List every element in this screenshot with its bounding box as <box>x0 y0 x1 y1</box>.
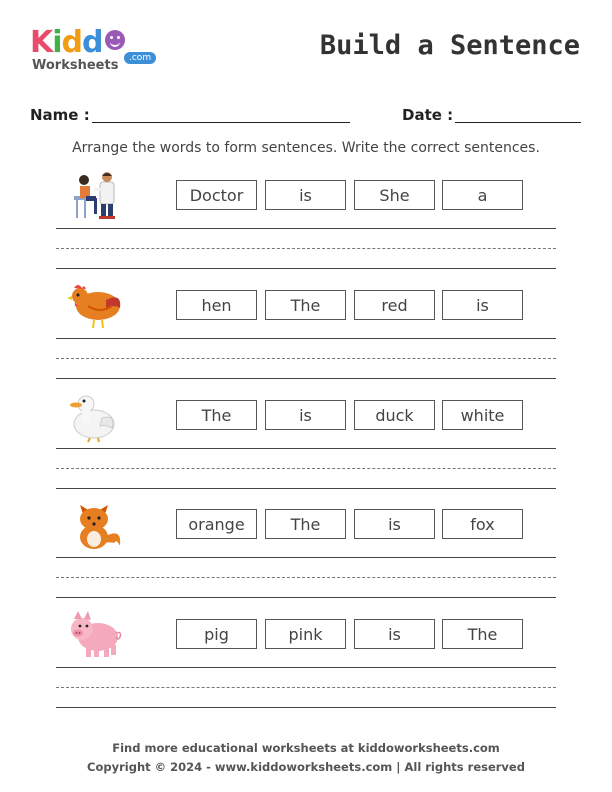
writing-line-middle <box>56 687 556 688</box>
word-tile[interactable]: The <box>265 509 346 539</box>
word-tile[interactable]: duck <box>354 400 435 430</box>
word-tile[interactable]: The <box>176 400 257 430</box>
fox-picture <box>66 497 126 553</box>
word-tile[interactable]: is <box>354 509 435 539</box>
writing-line-top[interactable] <box>56 228 556 229</box>
page-title: Build a Sentence <box>319 30 580 61</box>
word-tile[interactable]: white <box>442 400 523 430</box>
word-tile[interactable]: fox <box>442 509 523 539</box>
instructions-text: Arrange the words to form sentences. Write the correct sentences. <box>72 140 540 156</box>
writing-line-bottom <box>56 707 556 708</box>
writing-line-top[interactable] <box>56 667 556 668</box>
writing-line-top[interactable] <box>56 557 556 558</box>
word-tile[interactable]: hen <box>176 290 257 320</box>
sentence-row <box>56 607 556 717</box>
footer-copyright: Copyright © 2024 - www.kiddoworksheets.com | All rights reserved <box>87 760 525 774</box>
writing-line-top[interactable] <box>56 338 556 339</box>
word-tile[interactable]: red <box>354 290 435 320</box>
word-tile[interactable]: is <box>265 180 346 210</box>
writing-line-middle <box>56 468 556 469</box>
word-tile[interactable]: orange <box>176 509 257 539</box>
word-tile[interactable]: She <box>354 180 435 210</box>
word-tile[interactable]: is <box>354 619 435 649</box>
word-tile[interactable]: pink <box>265 619 346 649</box>
writing-line-bottom <box>56 597 556 598</box>
smiley-face-icon <box>105 30 125 50</box>
writing-line-bottom <box>56 488 556 489</box>
name-write-line[interactable] <box>92 122 350 123</box>
writing-line-bottom <box>56 378 556 379</box>
doctor-patient-picture <box>66 168 126 224</box>
name-label: Name : <box>30 106 90 124</box>
logo-wordmark: Kidd <box>30 28 125 58</box>
writing-line-middle <box>56 248 556 249</box>
logo-domain-badge: .com <box>124 52 156 64</box>
kiddo-logo <box>30 25 160 78</box>
word-tile[interactable]: is <box>265 400 346 430</box>
hen-picture <box>66 278 126 334</box>
date-label: Date : <box>402 106 454 124</box>
date-write-line[interactable] <box>455 122 581 123</box>
writing-line-bottom <box>56 268 556 269</box>
word-tile[interactable]: pig <box>176 619 257 649</box>
logo-subtitle: Worksheets <box>32 58 119 73</box>
word-tile[interactable]: is <box>442 290 523 320</box>
word-tile[interactable]: The <box>442 619 523 649</box>
footer-promo-text: Find more educational worksheets at kiddoworksheets.com <box>112 741 500 755</box>
writing-line-top[interactable] <box>56 448 556 449</box>
duck-picture <box>66 388 126 444</box>
sentence-row <box>56 278 556 388</box>
sentence-row <box>56 168 556 278</box>
sentence-row <box>56 497 556 607</box>
sentence-row <box>56 388 556 498</box>
word-tile[interactable]: Doctor <box>176 180 257 210</box>
word-tile[interactable]: a <box>442 180 523 210</box>
pig-picture <box>66 607 126 663</box>
writing-line-middle <box>56 358 556 359</box>
writing-line-middle <box>56 577 556 578</box>
word-tile[interactable]: The <box>265 290 346 320</box>
